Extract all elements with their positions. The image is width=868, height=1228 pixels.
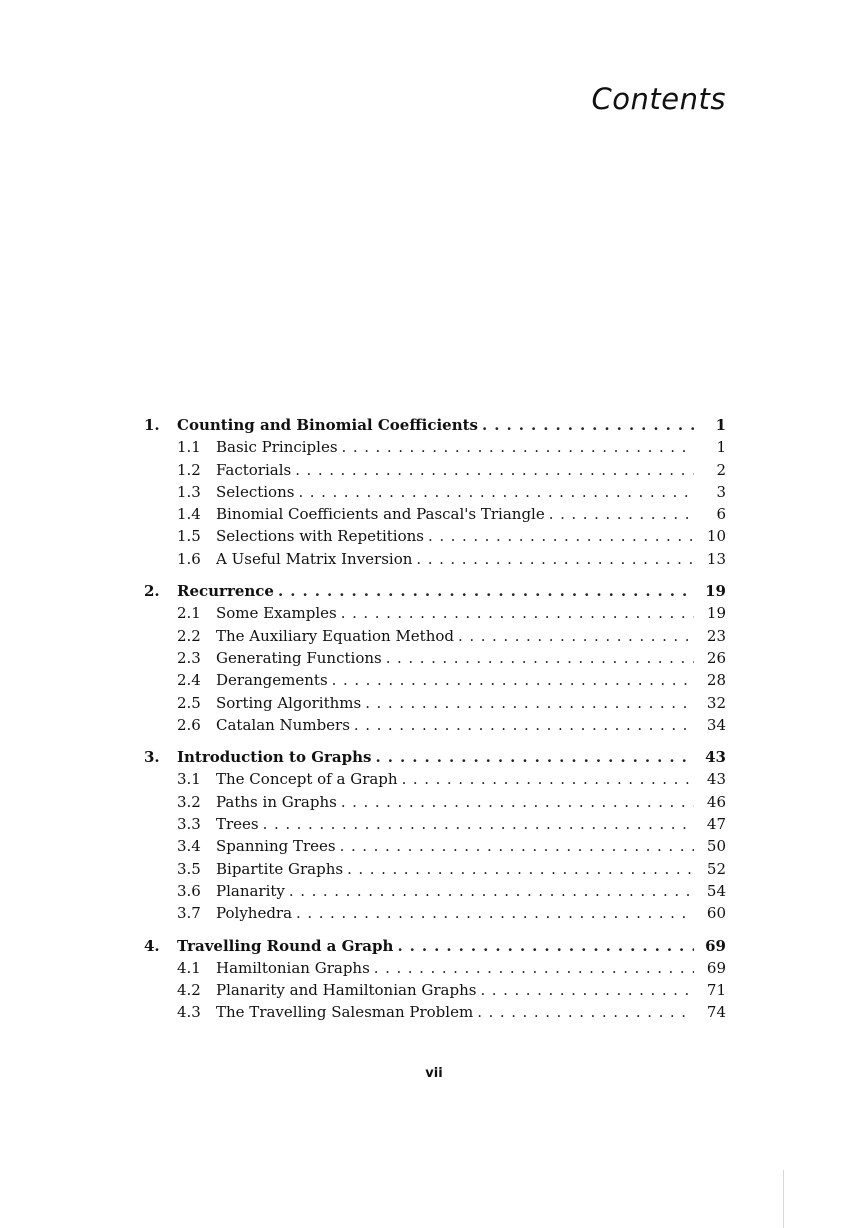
page-number: 69 (706, 958, 726, 977)
section-title: Sorting Algorithms (216, 693, 362, 712)
section-title: Selections with Repetitions (216, 527, 424, 546)
section-number: 1.4 (177, 505, 201, 524)
chapter-number: 2. (144, 582, 160, 601)
toc-chapter-entry (144, 746, 726, 768)
toc-section-entry (144, 436, 726, 458)
page-number: 1 (715, 416, 726, 434)
toc-chapter-entry (144, 414, 726, 436)
section-number: 3.1 (177, 770, 201, 789)
page-number: 54 (706, 881, 726, 900)
toc-section-entry (144, 459, 726, 481)
toc-section-entry (144, 602, 726, 624)
toc-chapter-entry (144, 580, 726, 602)
dot-leader (341, 602, 694, 624)
page-number: 60 (706, 904, 726, 923)
page-number: 43 (706, 770, 726, 789)
section-number: 1.5 (177, 527, 201, 546)
page-number-footer: vii (425, 1066, 443, 1081)
page-number: 28 (706, 671, 726, 690)
section-number: 2.1 (177, 604, 201, 623)
toc-chapter-block (144, 746, 726, 924)
dot-leader (397, 935, 694, 957)
section-number: 3.2 (177, 792, 201, 811)
toc-section-entry (144, 880, 726, 902)
dot-leader (342, 436, 694, 458)
page-number: 6 (716, 505, 726, 524)
section-title: Binomial Coefficients and Pascal's Triangle (216, 505, 545, 524)
section-title: Hamiltonian Graphs (216, 958, 370, 977)
chapter-title: Travelling Round a Graph (177, 936, 394, 955)
section-number: 2.2 (177, 626, 201, 645)
toc-section-entry (144, 647, 726, 669)
section-number: 1.3 (177, 482, 201, 501)
toc-chapter-entry (144, 935, 726, 957)
dot-leader (416, 548, 694, 570)
page-number: 34 (706, 715, 726, 734)
dot-leader (458, 625, 694, 647)
table-of-contents (144, 414, 726, 1034)
toc-section-entry (144, 813, 726, 835)
page-number: 3 (716, 482, 726, 501)
section-number: 1.2 (177, 460, 201, 479)
dot-leader (347, 858, 694, 880)
toc-section-entry (144, 548, 726, 570)
toc-section-entry (144, 503, 726, 525)
chapter-title: Recurrence (177, 582, 274, 601)
page-number: 43 (705, 748, 726, 767)
section-number: 1.1 (177, 438, 201, 457)
dot-leader (374, 957, 694, 979)
toc-chapter-block (144, 935, 726, 1024)
chapter-number: 3. (144, 748, 160, 767)
section-title: Basic Principles (216, 438, 338, 457)
page-number: 19 (706, 604, 726, 623)
toc-section-entry (144, 768, 726, 790)
section-title: Derangements (216, 671, 328, 690)
section-title: Paths in Graphs (216, 792, 337, 811)
section-number: 1.6 (177, 549, 201, 568)
page-number: 71 (706, 981, 726, 1000)
dot-leader (354, 714, 694, 736)
section-number: 3.4 (177, 837, 201, 856)
toc-section-entry (144, 625, 726, 647)
dot-leader (477, 1001, 694, 1023)
dot-leader (386, 647, 694, 669)
page-number: 10 (706, 527, 726, 546)
toc-section-entry (144, 791, 726, 813)
chapter-number: 4. (144, 936, 160, 955)
section-title: Planarity and Hamiltonian Graphs (216, 981, 477, 1000)
section-number: 2.4 (177, 671, 201, 690)
page-title: Contents (591, 82, 726, 116)
page-number: 26 (706, 648, 726, 667)
toc-chapter-block (144, 580, 726, 736)
section-title: A Useful Matrix Inversion (216, 549, 413, 568)
section-title: The Auxiliary Equation Method (216, 626, 455, 645)
dot-leader (263, 813, 694, 835)
dot-leader (480, 979, 694, 1001)
section-number: 4.2 (177, 981, 201, 1000)
dot-leader (289, 880, 694, 902)
section-title: Factorials (216, 460, 292, 479)
toc-section-entry (144, 858, 726, 880)
toc-chapter-block (144, 414, 726, 570)
section-number: 3.7 (177, 904, 201, 923)
toc-section-entry (144, 902, 726, 924)
page-number: 1 (716, 438, 726, 457)
toc-section-entry (144, 481, 726, 503)
section-number: 2.5 (177, 693, 201, 712)
page-number: 74 (706, 1003, 726, 1022)
section-number: 2.6 (177, 715, 201, 734)
toc-section-entry (144, 835, 726, 857)
dot-leader (296, 902, 694, 924)
page-number: 52 (706, 859, 726, 878)
dot-leader (295, 459, 694, 481)
scan-edge-line (783, 1170, 784, 1228)
section-title: Trees (216, 815, 259, 834)
dot-leader (278, 580, 694, 602)
section-number: 3.6 (177, 881, 201, 900)
page-number: 47 (706, 815, 726, 834)
section-title: Planarity (216, 881, 285, 900)
dot-leader (332, 669, 694, 691)
toc-section-entry (144, 669, 726, 691)
dot-leader (341, 791, 694, 813)
chapter-title: Introduction to Graphs (177, 748, 372, 767)
section-number: 3.3 (177, 815, 201, 834)
page-number: 50 (706, 837, 726, 856)
page-number: 32 (706, 693, 726, 712)
section-number: 3.5 (177, 859, 201, 878)
toc-section-entry (144, 1001, 726, 1023)
dot-leader (375, 746, 694, 768)
page-number: 23 (706, 626, 726, 645)
dot-leader (428, 525, 694, 547)
section-title: Polyhedra (216, 904, 293, 923)
section-title: Selections (216, 482, 295, 501)
page-number: 19 (705, 582, 726, 601)
section-title: The Concept of a Graph (216, 770, 398, 789)
dot-leader (402, 768, 694, 790)
dot-leader (549, 503, 694, 525)
section-title: Generating Functions (216, 648, 382, 667)
dot-leader (365, 692, 694, 714)
page-number: 46 (706, 792, 726, 811)
toc-section-entry (144, 692, 726, 714)
page-number: 13 (706, 549, 726, 568)
toc-section-entry (144, 957, 726, 979)
section-title: The Travelling Salesman Problem (216, 1003, 474, 1022)
section-title: Spanning Trees (216, 837, 336, 856)
section-title: Bipartite Graphs (216, 859, 344, 878)
dot-leader (482, 414, 694, 436)
toc-section-entry (144, 525, 726, 547)
section-number: 4.3 (177, 1003, 201, 1022)
dot-leader (298, 481, 694, 503)
section-title: Some Examples (216, 604, 337, 623)
section-title: Catalan Numbers (216, 715, 350, 734)
chapter-number: 1. (144, 416, 160, 434)
page-number: 2 (716, 460, 726, 479)
toc-section-entry (144, 979, 726, 1001)
page-number: 69 (705, 936, 726, 955)
section-number: 4.1 (177, 958, 201, 977)
section-number: 2.3 (177, 648, 201, 667)
chapter-title: Counting and Binomial Coefficients (177, 416, 478, 434)
dot-leader (340, 835, 694, 857)
toc-section-entry (144, 714, 726, 736)
